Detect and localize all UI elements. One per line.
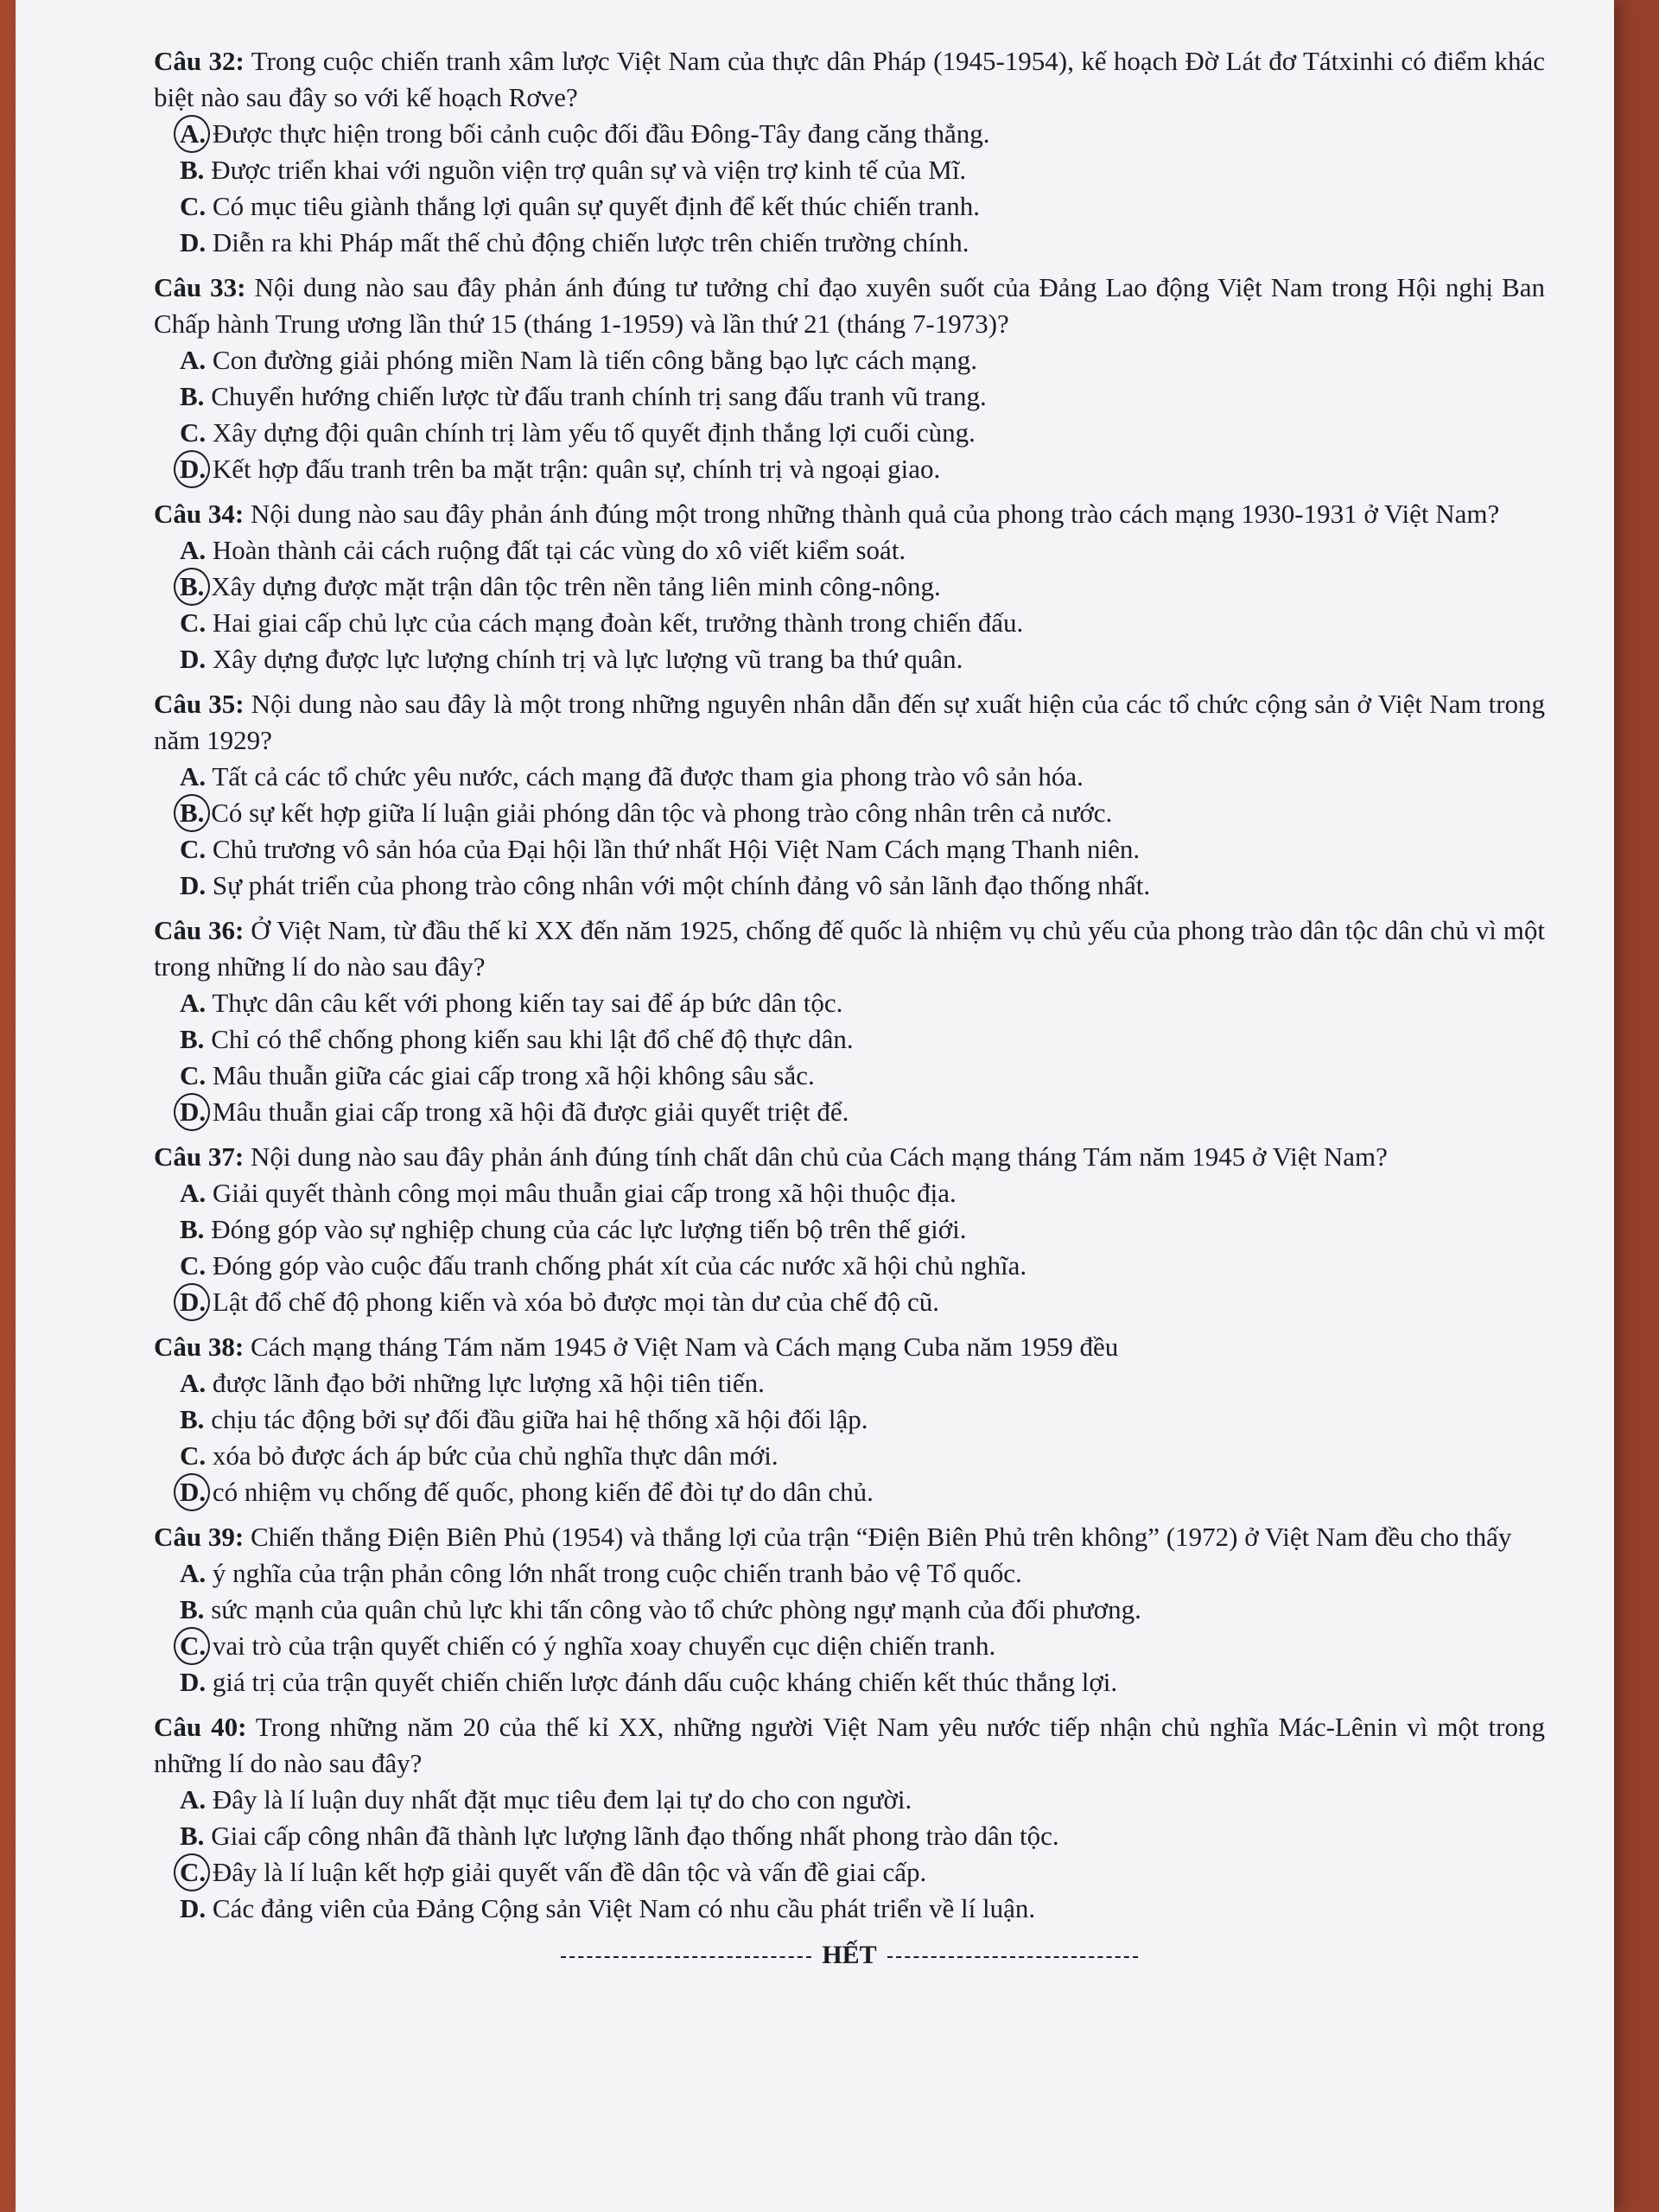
answer-option xyxy=(180,152,1545,188)
answer-text: Xây dựng được lực lượng chính trị và lực lượng vũ trang ba thứ quân. xyxy=(212,644,963,674)
question-block xyxy=(154,1329,1545,1510)
answer-text: Đóng góp vào sự nghiệp chung của các lực lượng tiến bộ trên thế giới. xyxy=(211,1214,967,1244)
question-stem xyxy=(154,1139,1545,1175)
answer-letter: B. xyxy=(180,155,205,185)
answer-letter: C. xyxy=(180,1440,207,1471)
answer-text: Thực dân câu kết với phong kiến tay sai để áp bức dân tộc. xyxy=(212,988,843,1018)
answer-text: ý nghĩa của trận phản công lớn nhất trong cuộc chiến tranh bảo vệ Tổ quốc. xyxy=(212,1558,1022,1588)
answer-letter: D. xyxy=(180,644,207,674)
answer-letter: A. xyxy=(180,345,207,375)
answer-options xyxy=(154,759,1545,904)
question-stem xyxy=(154,912,1545,985)
circled-answer-letter: C. xyxy=(180,1857,207,1887)
answer-text: Mâu thuẫn giai cấp trong xã hội đã được giải quyết triệt để. xyxy=(212,1096,849,1127)
answer-option xyxy=(180,1664,1545,1700)
question-number: Câu 34: xyxy=(154,499,245,529)
answer-text: Diễn ra khi Pháp mất thế chủ động chiến lược trên chiến trường chính. xyxy=(212,227,969,257)
question-text: Ở Việt Nam, từ đầu thế kỉ XX đến năm 1925, chống đế quốc là nhiệm vụ chủ yếu của phong trào dân tộc dân chủ vì một trong những lí do nào sau đây? xyxy=(154,915,1546,982)
answer-option xyxy=(180,1628,1545,1664)
question-text: Nội dung nào sau đây phản ánh đúng tư tưởng chỉ đạo xuyên suốt của Đảng Lao động Việt Nam trong Hội nghị Ban Chấp hành Trung ương lần thứ 15 (tháng 1-1959) và lần thứ 21 (tháng 7-1973)? xyxy=(154,272,1545,339)
answer-option xyxy=(180,1474,1545,1510)
answer-option xyxy=(180,1818,1545,1854)
answer-text: Được thực hiện trong bối cảnh cuộc đối đầu Đông-Tây đang căng thẳng. xyxy=(212,118,990,149)
answer-options xyxy=(154,342,1545,487)
answer-letter: B. xyxy=(180,1214,205,1244)
answer-text: Chỉ có thể chống phong kiến sau khi lật đổ chế độ thực dân. xyxy=(211,1024,854,1054)
answer-option xyxy=(180,532,1545,569)
answer-letter: D. xyxy=(180,870,207,900)
answer-letter: C. xyxy=(180,191,207,221)
question-number: Câu 32: xyxy=(154,46,245,76)
answer-text: được lãnh đạo bởi những lực lượng xã hội tiên tiến. xyxy=(212,1368,765,1398)
question-number: Câu 38: xyxy=(154,1332,245,1362)
answer-letter: A. xyxy=(180,535,207,565)
answer-text: Có mục tiêu giành thắng lợi quân sự quyết định để kết thúc chiến tranh. xyxy=(212,191,980,221)
answer-letter: B. xyxy=(180,1594,205,1624)
answer-option xyxy=(180,641,1545,677)
circled-answer-letter: A. xyxy=(180,118,207,149)
question-number: Câu 35: xyxy=(154,689,245,719)
question-number: Câu 39: xyxy=(154,1522,245,1552)
question-list xyxy=(154,43,1545,1974)
answer-text: giá trị của trận quyết chiến chiến lược đánh dấu cuộc kháng chiến kết thúc thắng lợi. xyxy=(212,1667,1118,1697)
question-stem xyxy=(154,1329,1545,1365)
answer-options xyxy=(154,1782,1545,1927)
question-text: Nội dung nào sau đây phản ánh đúng tính chất dân chủ của Cách mạng tháng Tám năm 1945 ở Việt Nam? xyxy=(250,1141,1388,1172)
question-text: Trong những năm 20 của thế kỉ XX, những người Việt Nam yêu nước tiếp nhận chủ nghĩa Mác-Lênin vì một trong những lí do nào sau đây? xyxy=(154,1712,1545,1778)
answer-text: Có sự kết hợp giữa lí luận giải phóng dân tộc và phong trào công nhân trên cả nước. xyxy=(211,798,1113,828)
question-number: Câu 40: xyxy=(154,1712,247,1742)
answer-text: Hai giai cấp chủ lực của cách mạng đoàn kết, trưởng thành trong chiến đấu. xyxy=(212,607,1024,638)
answer-option xyxy=(180,1021,1545,1058)
answer-option xyxy=(180,1175,1545,1211)
answer-option xyxy=(180,1555,1545,1592)
answer-option xyxy=(180,188,1545,225)
answer-option xyxy=(180,1592,1545,1628)
circled-answer-letter: C. xyxy=(180,1630,207,1661)
question-block xyxy=(154,1709,1545,1927)
answer-text: vai trò của trận quyết chiến có ý nghĩa xoay chuyển cục diện chiến tranh. xyxy=(212,1630,996,1661)
question-stem xyxy=(154,1519,1545,1555)
answer-options xyxy=(154,1175,1545,1320)
answer-text: Chủ trương vô sản hóa của Đại hội lần thứ nhất Hội Việt Nam Cách mạng Thanh niên. xyxy=(212,834,1141,864)
answer-option xyxy=(180,1365,1545,1402)
question-block xyxy=(154,912,1545,1130)
answer-text: Lật đổ chế độ phong kiến và xóa bỏ được mọi tàn dư của chế độ cũ. xyxy=(212,1287,940,1317)
answer-option xyxy=(180,342,1545,378)
question-text: Trong cuộc chiến tranh xâm lược Việt Nam của thực dân Pháp (1945-1954), kế hoạch Đờ Lát đơ Tátxinhi có điểm khác biệt nào sau đây so với kế hoạch Rơve? xyxy=(154,46,1545,112)
answer-letter: D. xyxy=(180,227,207,257)
answer-letter: A. xyxy=(180,1784,207,1815)
answer-letter: B. xyxy=(180,1024,205,1054)
question-block xyxy=(154,496,1545,677)
answer-option xyxy=(180,831,1545,868)
answer-text: Mâu thuẫn giữa các giai cấp trong xã hội không sâu sắc. xyxy=(212,1060,815,1090)
answer-option xyxy=(180,1211,1545,1248)
answer-text: sức mạnh của quân chủ lực khi tấn công vào tổ chức phòng ngự mạnh của đối phương. xyxy=(211,1594,1141,1624)
answer-text: Đóng góp vào cuộc đấu tranh chống phát xít của các nước xã hội chủ nghĩa. xyxy=(212,1250,1027,1281)
circled-answer-letter: D. xyxy=(180,1287,207,1317)
answer-options xyxy=(154,1365,1545,1510)
answer-option xyxy=(180,569,1545,605)
answer-option xyxy=(180,605,1545,641)
answer-option xyxy=(180,415,1545,451)
question-block xyxy=(154,270,1545,487)
answer-text: Xây dựng đội quân chính trị làm yếu tố quyết định thắng lợi cuối cùng. xyxy=(212,417,976,448)
answer-option xyxy=(180,795,1545,831)
answer-text: Tất cả các tổ chức yêu nước, cách mạng đã được tham gia phong trào vô sản hóa. xyxy=(212,761,1084,791)
answer-option xyxy=(180,1782,1545,1818)
question-text: Chiến thắng Điện Biên Phủ (1954) và thắng lợi của trận “Điện Biên Phủ trên không” (1972) ở Việt Nam đều cho thấy xyxy=(250,1522,1512,1552)
question-number: Câu 33: xyxy=(154,272,246,302)
answer-text: chịu tác động bởi sự đối đầu giữa hai hệ thống xã hội đối lập. xyxy=(211,1404,868,1434)
answer-text: Đây là lí luận duy nhất đặt mục tiêu đem lại tự do cho con người. xyxy=(212,1784,912,1815)
answer-option xyxy=(180,1854,1545,1891)
end-marker xyxy=(154,1937,1545,1974)
answer-letter: C. xyxy=(180,417,207,448)
answer-option xyxy=(180,378,1545,415)
question-stem xyxy=(154,496,1545,532)
answer-letter: A. xyxy=(180,988,207,1018)
answer-text: xóa bỏ được ách áp bức của chủ nghĩa thực dân mới. xyxy=(212,1440,779,1471)
answer-text: Các đảng viên của Đảng Cộng sản Việt Nam có nhu cầu phát triển về lí luận. xyxy=(212,1893,1036,1923)
answer-option xyxy=(180,116,1545,152)
answer-text: Giải quyết thành công mọi mâu thuẫn giai cấp trong xã hội thuộc địa. xyxy=(212,1178,957,1208)
answer-options xyxy=(154,1555,1545,1700)
question-block xyxy=(154,1519,1545,1700)
answer-letter: A. xyxy=(180,1368,207,1398)
circled-answer-letter: D. xyxy=(180,454,207,484)
circled-answer-letter: B. xyxy=(180,571,205,601)
circled-answer-letter: B. xyxy=(180,798,205,828)
dashed-rule-left xyxy=(561,1956,811,1958)
answer-letter: B. xyxy=(180,381,205,411)
answer-option xyxy=(180,985,1545,1021)
answer-options xyxy=(154,116,1545,261)
answer-option xyxy=(180,1891,1545,1927)
answer-letter: A. xyxy=(180,761,207,791)
answer-text: Giai cấp công nhân đã thành lực lượng lãnh đạo thống nhất phong trào dân tộc. xyxy=(211,1821,1059,1851)
answer-option xyxy=(180,1058,1545,1094)
question-number: Câu 37: xyxy=(154,1141,245,1172)
answer-text: Đây là lí luận kết hợp giải quyết vấn đề dân tộc và vấn đề giai cấp. xyxy=(212,1857,927,1887)
answer-letter: B. xyxy=(180,1404,205,1434)
answer-option xyxy=(180,1094,1545,1130)
answer-letter: C. xyxy=(180,1060,207,1090)
dashed-rule-right xyxy=(887,1956,1138,1958)
exam-paper xyxy=(16,0,1614,2212)
answer-letter: C. xyxy=(180,834,207,864)
question-number: Câu 36: xyxy=(154,915,245,945)
answer-letter: C. xyxy=(180,1250,207,1281)
answer-option xyxy=(180,868,1545,904)
answer-letter: D. xyxy=(180,1893,207,1923)
circled-answer-letter: D. xyxy=(180,1096,207,1127)
question-stem xyxy=(154,43,1545,116)
answer-letter: A. xyxy=(180,1178,207,1208)
answer-text: Kết hợp đấu tranh trên ba mặt trận: quân sự, chính trị và ngoại giao. xyxy=(212,454,941,484)
question-text: Cách mạng tháng Tám năm 1945 ở Việt Nam và Cách mạng Cuba năm 1959 đều xyxy=(250,1332,1119,1362)
answer-letter: D. xyxy=(180,1667,207,1697)
question-block xyxy=(154,43,1545,261)
answer-option xyxy=(180,759,1545,795)
answer-text: có nhiệm vụ chống đế quốc, phong kiến để đòi tự do dân chủ. xyxy=(212,1477,874,1507)
answer-option xyxy=(180,1438,1545,1474)
question-text: Nội dung nào sau đây là một trong những nguyên nhân dẫn đến sự xuất hiện của các tổ chức cộng sản ở Việt Nam trong năm 1929? xyxy=(154,689,1546,755)
answer-text: Xây dựng được mặt trận dân tộc trên nền tảng liên minh công-nông. xyxy=(211,571,941,601)
question-block xyxy=(154,686,1545,904)
answer-option xyxy=(180,1248,1545,1284)
answer-letter: C. xyxy=(180,607,207,638)
question-stem xyxy=(154,1709,1545,1782)
question-stem xyxy=(154,686,1545,759)
answer-options xyxy=(154,532,1545,677)
answer-option xyxy=(180,451,1545,487)
question-text: Nội dung nào sau đây phản ánh đúng một trong những thành quả của phong trào cách mạng 1930-1931 ở Việt Nam? xyxy=(250,499,1500,529)
question-stem xyxy=(154,270,1545,342)
end-text: HẾT xyxy=(822,1941,877,1969)
answer-letter: A. xyxy=(180,1558,207,1588)
answer-option xyxy=(180,1402,1545,1438)
answer-text: Hoàn thành cải cách ruộng đất tại các vùng do xô viết kiểm soát. xyxy=(212,535,906,565)
answer-options xyxy=(154,985,1545,1130)
answer-text: Được triển khai với nguồn viện trợ quân sự và viện trợ kinh tế của Mĩ. xyxy=(211,155,967,185)
question-block xyxy=(154,1139,1545,1320)
answer-option xyxy=(180,225,1545,261)
answer-text: Chuyển hướng chiến lược từ đấu tranh chính trị sang đấu tranh vũ trang. xyxy=(211,381,987,411)
circled-answer-letter: D. xyxy=(180,1477,207,1507)
answer-text: Con đường giải phóng miền Nam là tiến công bằng bạo lực cách mạng. xyxy=(212,345,977,375)
answer-text: Sự phát triển của phong trào công nhân với một chính đảng vô sản lãnh đạo thống nhất. xyxy=(212,870,1151,900)
answer-letter: B. xyxy=(180,1821,205,1851)
answer-option xyxy=(180,1284,1545,1320)
